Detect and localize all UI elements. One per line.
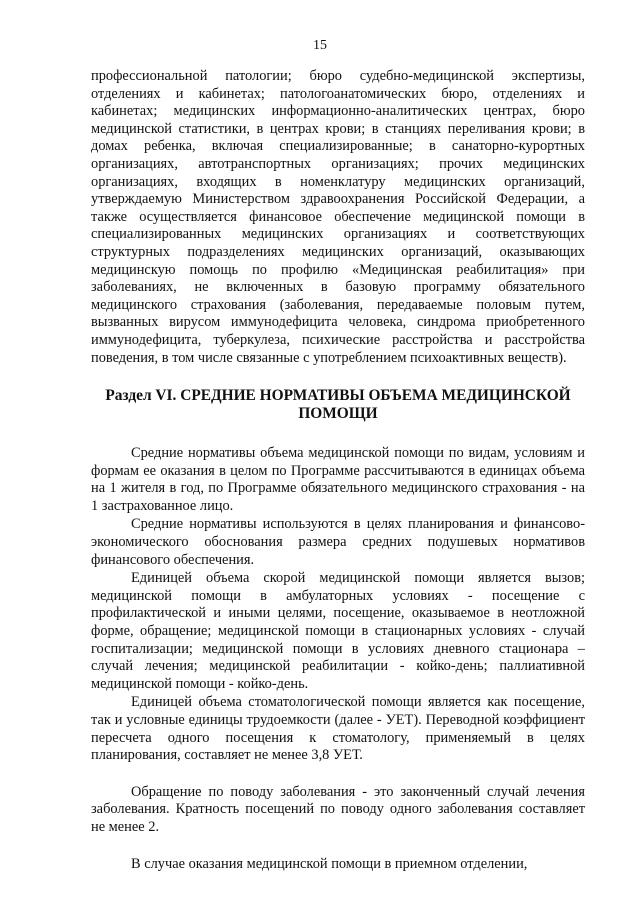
paragraph-dental-units: Единицей объема стоматологической помощи является как посещение, так и условные единицы трудоемкости (далее - УЕТ). Переводной коэффициент пересчета одного посещения к стоматологу, применяемый в целях планирования, составляет не менее 3,8 УЕТ. — [91, 694, 585, 764]
section-heading: Раздел VI. СРЕДНИЕ НОРМАТИВЫ ОБЪЕМА МЕДИЦИНСКОЙ ПОМОЩИ — [105, 387, 571, 423]
paragraph-appeal-definition: Обращение по поводу заболевания - это законченный случай лечения заболевания. Кратность посещений по поводу одного заболевания составляет не менее 2. — [91, 783, 585, 835]
paragraph-volume-norms: Средние нормативы объема медицинской помощи по видам, условиям и формам ее оказания в целом по Программе рассчитываются в единицах объема на 1 жителя в год, по Программе обязательного медицинского страхования - на 1 застрахованное лицо. — [91, 445, 585, 514]
document-body — [91, 68, 585, 873]
paragraph-continuation: профессиональной патологии; бюро судебно-медицинской экспертизы, отделениях и кабинетах; патологоанатомических бюро, отделениях и кабинетах; медицинских информационно-аналитических центрах, бюро медицинской статистики, в центрах крови; в станциях переливания крови; в домах ребенка, включая специализированные; в санаторно-курортных организациях, автотранспортных организациях; прочих медицинских организациях, входящих в номенклатуру медицинских организаций, утверждаемую Министерством здравоохранения Российской Федерации, а также осуществляется финансовое обеспечение медицинской помощи в специализированных медицинских организациях и соответствующих структурных подразделениях медицинских организаций, оказывающих медицинскую помощь по профилю «Медицинская реабилитация» при заболеваниях, не включенных в базовую программу обязательного медицинского страхования (заболевания, передаваемые половым путем, вызванных вирусом иммунодефицита человека, синдрома приобретенного иммунодефицита, туберкулеза, психические расстройства и расстройства поведения, в том числе связанные с употреблением психоактивных веществ). — [91, 68, 585, 366]
page-number: 15 — [313, 38, 327, 53]
paragraph-emergency-department: В случае оказания медицинской помощи в приемном отделении, — [131, 855, 528, 872]
paragraph-norms-usage: Средние нормативы используются в целях планирования и финансово-экономического обоснования размера средних подушевых нормативов финансового обеспечения. — [91, 516, 585, 568]
paragraph-units-of-volume: Единицей объема скорой медицинской помощи является вызов; медицинской помощи в амбулаторных условиях - посещение с профилактической и иными целями, посещение, оказываемое в неотложной форме, обращение; медицинской помощи в стационарных условиях - случай госпитализации; медицинской помощи в условиях дневного стационара – случай лечения; медицинской реабилитации - койко-день; паллиативной медицинской помощи - койко-день. — [91, 570, 585, 692]
